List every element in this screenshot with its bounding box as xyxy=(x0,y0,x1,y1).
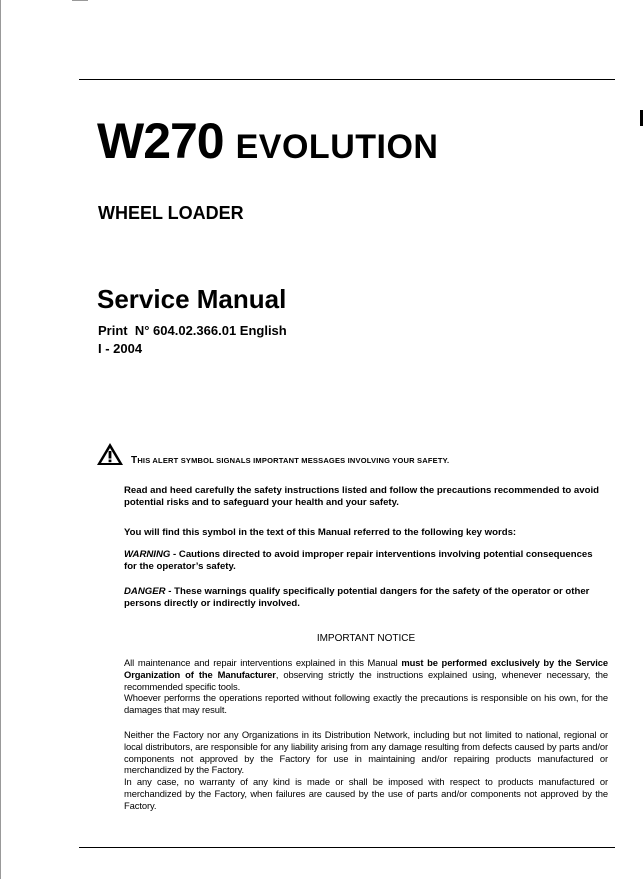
notice-p1-c: Whoever performs the operations reported without following exactly the precautions is responsible on his own, for the damages that may result. xyxy=(124,692,608,716)
document-title: Service Manual xyxy=(97,284,287,314)
danger-paragraph xyxy=(124,586,608,610)
notice-p1-bold: must be performed exclusively by the Service Organization of the Manufacturer xyxy=(124,657,608,680)
notice-p2-a: Neither the Factory nor any Organizations in its Distribution Network, including but not limited to national, regional or local distributors, are responsible for any liability arising from any damage resulting from defects caused by parts and/or components not approved by the Factory for use in maintaining and/or repairing products manufactured or merchandized by the Factory. xyxy=(124,729,608,776)
model-title xyxy=(97,112,438,170)
key-words-intro: You will find this symbol in the text of this Manual referred to the following key words: xyxy=(124,527,517,538)
model-name: W270 xyxy=(97,113,224,169)
alert-symbol-text: THIS ALERT SYMBOL SIGNALS IMPORTANT MESSAGES INVOLVING YOUR SAFETY. xyxy=(131,455,450,466)
warning-label: WARNING xyxy=(124,549,171,560)
warning-text: - Cautions directed to avoid improper repair interventions involving potential consequences for the operator’s safety. xyxy=(124,549,593,572)
notice-paragraph-1 xyxy=(124,657,608,716)
print-number: Print N° 604.02.366.01 English xyxy=(98,323,287,338)
page-edge-top xyxy=(72,0,88,1)
notice-paragraph-2 xyxy=(124,729,608,812)
edition: I - 2004 xyxy=(98,341,143,356)
warning-paragraph xyxy=(124,549,608,573)
notice-p2-b: In any case, no warranty of any kind is made or shall be imposed with respect to products manufactured or merchandized by the Factory, when failures are caused by the use of parts and/or components not approved by the Factory. xyxy=(124,776,608,811)
read-heed-paragraph: Read and heed carefully the safety instructions listed and follow the precautions recommended to avoid potential risks and to safeguard your health and your safety. xyxy=(124,485,599,508)
bottom-rule xyxy=(79,847,615,848)
page-edge-left xyxy=(0,0,1,879)
model-variant: EVOLUTION xyxy=(235,128,439,166)
alert-triangle-icon xyxy=(96,442,124,466)
notice-p1-a: All maintenance and repair interventions explained in this Manual xyxy=(124,657,402,668)
top-rule xyxy=(79,79,615,80)
notice-heading: IMPORTANT NOTICE xyxy=(316,633,416,644)
notice-p1-b: , observing strictly the instructions explained using, whenever necessary, the recommended specific tools. xyxy=(124,668,608,692)
machine-type: WHEEL LOADER xyxy=(98,203,244,223)
danger-text: - These warnings qualify specifically potential dangers for the safety of the operator or other persons directly or indirectly involved. xyxy=(124,586,590,609)
danger-label: DANGER xyxy=(124,586,166,597)
